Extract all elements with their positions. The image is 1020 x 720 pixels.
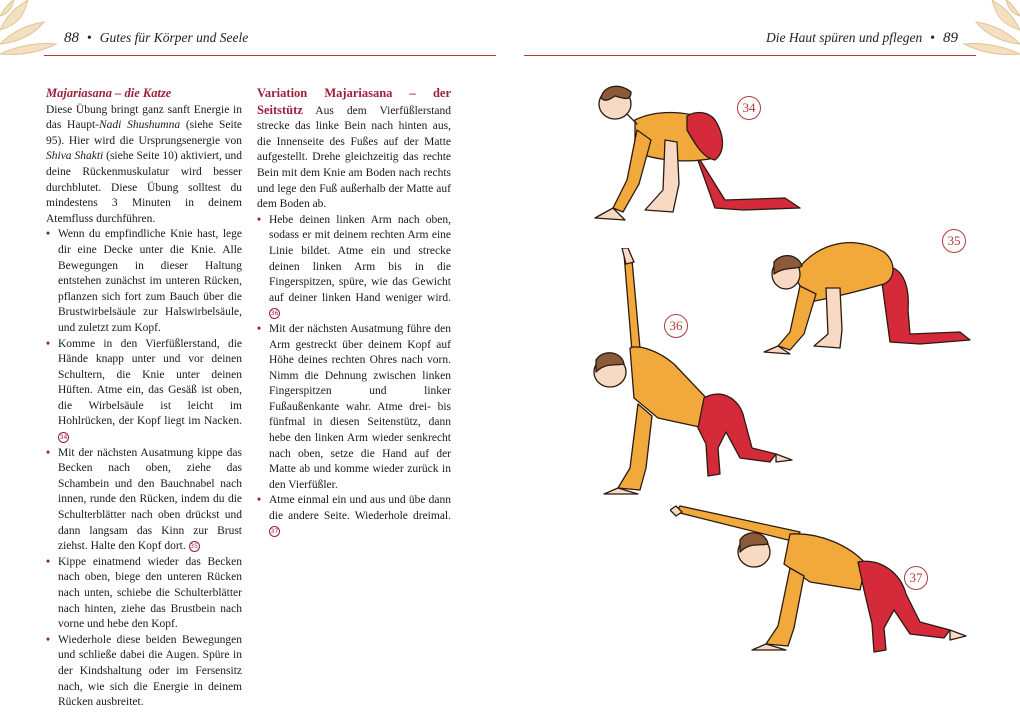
list-item: • Wiederhole diese beiden Bewegungen und schließe dabei die Augen. Spüre in der Kindshaltung oder im Fersensitz nach, wie sich die Energie in deinem Rücken ausbreitet.: [46, 633, 242, 711]
list-item: • Komme in den Vierfüßlerstand, die Hände knapp unter und vor deinen Schultern, die Knie unter deinen Hüften. Atme ein, das Gesäß ist oben, die Wirbelsäule ist leicht im Hohlrücken, der Kopf liegt im Nacken. 34: [46, 337, 242, 446]
left-text-column: [46, 86, 242, 711]
left-page-header: 88 • Gutes für Körper und Seele: [64, 30, 249, 46]
lotus-ornament-right: [960, 0, 1020, 56]
figure-ref-35: 35: [190, 543, 198, 551]
figure-34-cat-hollow-back: [575, 80, 815, 230]
katze-instruction-list: [46, 227, 242, 710]
right-page-header: Die Haut spüren und pflegen • 89: [766, 30, 958, 46]
list-item: • Kippe einatmend wieder das Becken nach oben, biege den unteren Rücken nach unten, schiebe die Schulterblätter nach hinten, ziehe das Brustbein nach vorne und hebe den Kopf.: [46, 555, 242, 633]
list-item: • Wenn du empfindliche Knie hast, lege dir eine Decke unter die Knie. Alle Bewegungen in dieser Haltung entstehen zunächst im unteren Rücken, pflanzen sich fort zum Bauch über die Brustwirbelsäule zur Halswirbelsäule, und zuletzt zum Kopf.: [46, 227, 242, 336]
figure-ref-34: 34: [59, 433, 68, 441]
section-title-seitstuetz: Variation Majariasana – der Seitstütz: [257, 86, 451, 117]
right-text-column: [257, 86, 451, 540]
variation-paragraph: Variation Majariasana – der Seitstütz Aus dem Vierfüßlerstand strecke das linke Bein nach hinten aus, die Innenseite des Fußes auf der Matte aufgestellt. Drehe gleichzeitig das rechte Bein mit dem Knie am Boden nach rechts und lege den Fuß außerhalb der Matte auf dem Boden ab.: [257, 86, 451, 211]
list-item: • Mit der nächsten Ausatmung kippe das Becken nach oben, ziehe das Schambein und den Bauchnabel nach innen, runde den Rücken, indem du die Schulterblätter nach oben drückst und dann langsam das Kinn zur Brust ziehst. Halte den Kopf dort. 35: [46, 446, 242, 555]
seitstuetz-instruction-list: [257, 213, 451, 540]
figure-ref-37: 37: [270, 528, 279, 536]
lotus-ornament-left: [0, 0, 60, 56]
section-title-katze: Majariasana – die Katze: [46, 86, 172, 100]
list-item: • Hebe deinen linken Arm nach oben, sodass er mit deinem rechten Arm eine Linie bildet. Atme ein und strecke deinen linken Arm bis in die Fingerspitzen, spüre, wie das Gewicht auf deiner linken Hand weniger wird. 36: [257, 213, 451, 322]
figure-number-35: 35: [942, 229, 966, 253]
right-page-number: 89: [943, 30, 958, 46]
figure-number-36: 36: [664, 314, 688, 338]
figure-37-side-plank-arm-forward: [670, 502, 980, 662]
right-page-title: Die Haut spüren und pflegen: [766, 30, 923, 45]
figure-ref-36: 36: [270, 310, 279, 318]
intro-paragraph: Diese Übung bringt ganz sanft Energie in das Haupt-Nadi Shushumna (siehe Seite 95). Hier wird die Ursprungsenergie von Shiva Shakti (siehe Seite 10) aktiviert, und deine Rückenmuskulatur wird besser durchblutet. Diese Übung solltest du mindestens 3 Minuten in deinem Atemfluss durchführen.: [46, 103, 243, 225]
list-item: • Mit der nächsten Ausatmung führe den Arm gestreckt über deinem Kopf auf Höhe deines rechten Ohres nach vorn. Nimm die Dehnung zwischen linken Fingerspitzen und linker Fußaußenkante wahr. Atme drei- bis fünfmal in diesen Seitenstütz, dann hebe den linken Arm wieder senkrecht nach oben, setze die Hand auf der Matte ab und komme wieder zurück in den Vierfüßler.: [257, 322, 451, 494]
header-rule-left: [44, 55, 496, 56]
figure-number-34: 34: [737, 96, 761, 120]
figure-number-37: 37: [904, 566, 928, 590]
header-rule-right: [524, 55, 976, 56]
left-page-title: Gutes für Körper und Seele: [99, 30, 249, 45]
left-page-number: 88: [64, 30, 79, 46]
list-item: • Atme einmal ein und aus und übe dann die andere Seite. Wiederhole dreimal. 37: [257, 493, 451, 540]
figure-36-side-plank-arm-raised: [580, 248, 800, 498]
